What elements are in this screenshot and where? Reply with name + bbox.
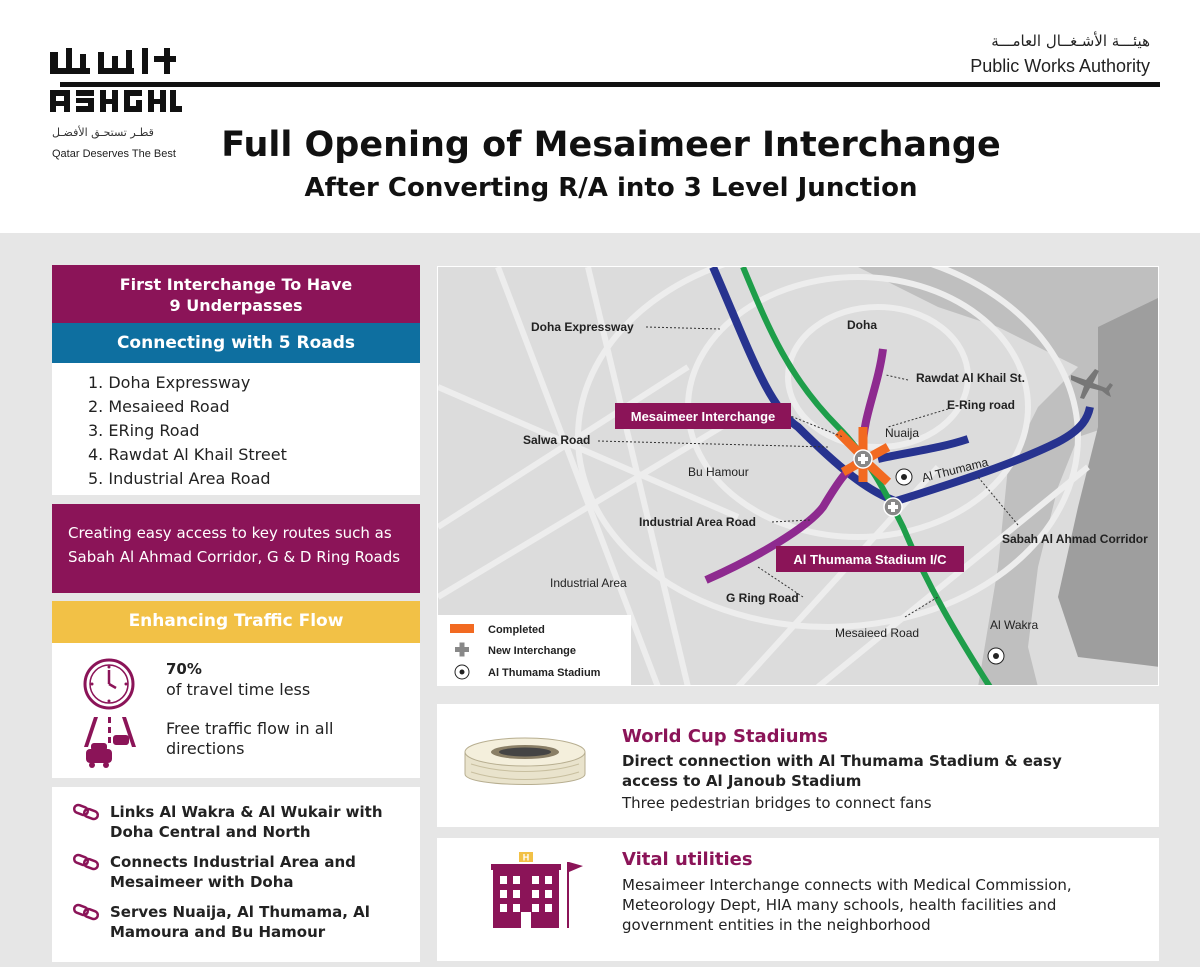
link-text: Links Al Wakra & Al Wukair with Doha Central and North — [110, 803, 383, 841]
access-text: Creating easy access to key routes such as Sabah Al Ahmad Corridor, G & D Ring Roads — [68, 524, 401, 566]
traffic-flow-panel — [52, 643, 420, 778]
link-text: Serves Nuaija, Al Thumama, Al Mamoura and Bu Hamour — [110, 903, 370, 941]
chain-link-icon — [72, 803, 100, 821]
stadium-icon — [896, 469, 912, 485]
world-cup-bold: Direct connection with Al Thumama Stadium & easy access to Al Janoub Stadium — [622, 752, 1062, 790]
roads-list — [88, 371, 420, 491]
road-item: 5. Industrial Area Road — [88, 469, 271, 488]
world-cup-text: Three pedestrian bridges to connect fans — [622, 794, 932, 812]
new-interchange-marker — [854, 450, 872, 468]
map-label-rawdat: Rawdat Al Khail St. — [916, 371, 1025, 385]
header — [0, 0, 1200, 233]
map-label-althumama: Al Thumama — [920, 454, 990, 485]
flow-percent-text: of travel time less — [166, 680, 311, 699]
logo-tagline-en: Qatar Deserves The Best — [52, 148, 176, 160]
links-panel — [52, 787, 420, 962]
road-item: 2. Mesaieed Road — [88, 397, 230, 416]
legend-ball-icon — [455, 665, 469, 679]
legend-completed: Completed — [488, 624, 545, 636]
logo-tagline-ar: قطـر تستحـق الأفضـل — [52, 126, 154, 139]
access-banner — [52, 504, 420, 593]
road-item: 3. ERing Road — [88, 421, 200, 440]
map-label-stadium-ic: Al Thumama Stadium I/C — [793, 552, 947, 567]
chain-link-icon — [72, 853, 100, 871]
clock-icon — [82, 657, 136, 711]
map-label-industrial-road: Industrial Area Road — [639, 515, 756, 529]
map-label-mesaieed: Mesaieed Road — [835, 626, 920, 640]
map-canvas — [438, 267, 1159, 686]
flow-free-text: Free traffic flow in all directions — [166, 719, 334, 758]
page-subtitle: After Converting R/A into 3 Level Junction — [304, 173, 918, 203]
utilities-panel — [437, 838, 1159, 961]
world-cup-title: World Cup Stadiums — [622, 726, 829, 747]
legend-completed-swatch — [450, 624, 474, 633]
header-divider — [60, 82, 1160, 87]
road-cars-icon — [82, 715, 138, 769]
page-title: Full Opening of Mesaimeer Interchange — [221, 125, 1001, 165]
utilities-text: Mesaimeer Interchange connects with Medical Commission, Meteorology Dept, HIA many schools, health facilities and government entities in the neighborhood — [622, 876, 1072, 934]
authority-name-ar: هيئـــة الأشـغــال العامـــة — [991, 32, 1150, 50]
hospital-building-icon — [491, 852, 585, 928]
map-label-gring: G Ring Road — [726, 591, 799, 605]
map-label-doha: Doha — [847, 318, 877, 332]
map-label-alwakra: Al Wakra — [990, 618, 1039, 632]
stadium-illustration — [463, 730, 587, 796]
legend-stadium: Al Thumama Stadium — [488, 667, 601, 679]
underpasses-text: First Interchange To Have 9 Underpasses — [119, 275, 353, 315]
new-interchange-marker — [884, 498, 902, 516]
stadium-icon — [988, 648, 1004, 664]
interchange-map — [437, 266, 1159, 686]
road-item: 1. Doha Expressway — [88, 373, 251, 392]
link-text: Connects Industrial Area and Mesaimeer with Doha — [110, 853, 356, 891]
legend-new-interchange: New Interchange — [488, 645, 577, 657]
chain-link-icon — [72, 903, 100, 921]
map-label-nuaija: Nuaija — [885, 426, 920, 440]
map-label-sabah: Sabah Al Ahmad Corridor — [1002, 532, 1148, 546]
authority-name-en: Public Works Authority — [970, 56, 1150, 76]
underpasses-banner — [52, 265, 420, 323]
map-label-mesaimeer: Mesaimeer Interchange — [630, 409, 776, 424]
connecting-roads-banner: Connecting with 5 Roads — [52, 323, 420, 363]
world-cup-panel — [437, 704, 1159, 827]
svg-text:H: H — [522, 852, 530, 863]
map-label-ering: E-Ring road — [947, 398, 1015, 412]
map-label-doha-expressway: Doha Expressway — [531, 320, 634, 334]
map-label-industrial-area: Industrial Area — [550, 576, 627, 590]
road-item: 4. Rawdat Al Khail Street — [88, 445, 287, 464]
map-label-buhamour: Bu Hamour — [688, 465, 749, 479]
traffic-flow-banner: Enhancing Traffic Flow — [52, 601, 420, 643]
map-label-salwa: Salwa Road — [523, 433, 591, 447]
roads-list-panel — [52, 363, 420, 495]
flow-percent: 70% — [166, 660, 202, 678]
utilities-title: Vital utilities — [622, 849, 753, 870]
